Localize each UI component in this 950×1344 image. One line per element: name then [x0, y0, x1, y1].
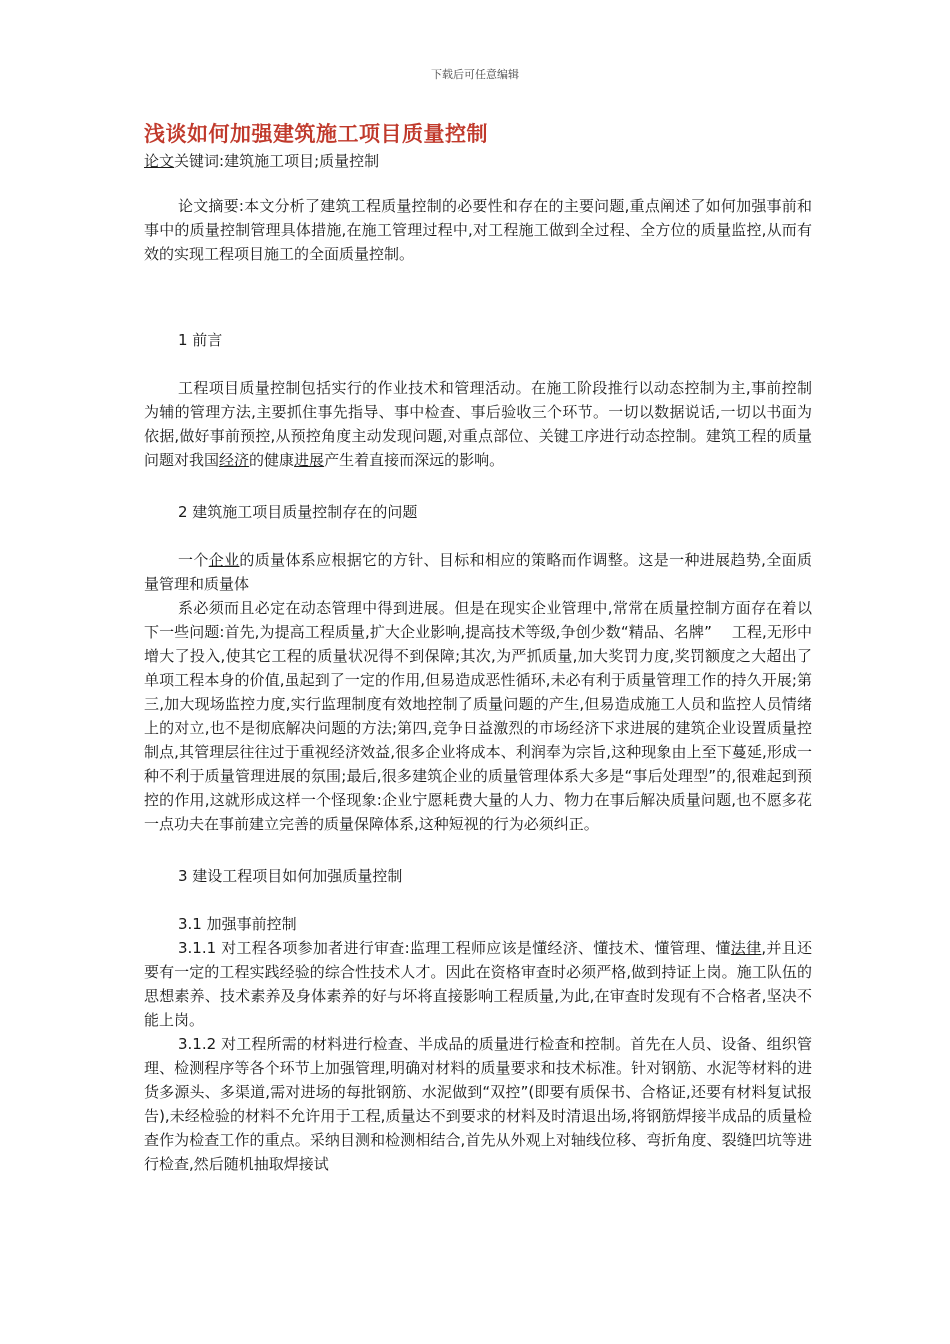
link-law[interactable]: 法律 — [730, 939, 762, 957]
keywords-link[interactable]: 论文 — [144, 152, 175, 170]
paragraph-3-1-1-text-a: 3.1.1 对工程各项参加者进行审查:监理工程师应该是懂经济、懂技术、懂管理、懂 — [178, 939, 731, 957]
section-2-paragraph-2: 系必须而且必定在动态管理中得到进展。但是在现实企业管理中,常常在质量控制方面存在着以下一些问题:首先,为提高工程质量,扩大企业影响,提高技术等级,争创少数“精品、名牌” 工程,无形中增大了投入,使其它工程的质量状况得不到保障;其次,为严抓质量,加大奖罚力度,奖罚额度之大超出了单项工程本身的价值,虽起到了一定的作用,但易造成恶性循环,未必有利于质量管理工作的持久开展;第三,加大现场监控力度,实行监理制度有效地控制了质量问题的产生,但易造成施工人员和监控人员情绪上的对立,也不是彻底解决问题的方法;第四,竞争日益激烈的市场经济下求进展的建筑企业设置质量控制点,其管理层往往过于重视经济效益,很多企业将成本、利润奉为宗旨,这种现象由上至下蔓延,形成一种不利于质量管理进展的氛围;最后,很多建筑企业的质量管理体系大多是“事后处理型”的,很难起到预控的作用,这就形成这样一个怪现象:企业宁愿耗费大量的人力、物力在事后解决质量问题,也不愿多花一点功夫在事前建立完善的质量保障体系,这种短视的行为必须纠正。 — [144, 599, 812, 833]
section-1-text-b: 的健康 — [249, 451, 295, 469]
keywords-text: 关键词:建筑施工项目;质量控制 — [174, 152, 380, 170]
section-3-heading: 3 建设工程项目如何加强质量控制 — [178, 867, 403, 885]
section-1-paragraph — [144, 376, 812, 472]
link-economy[interactable]: 经济 — [219, 451, 250, 469]
link-development[interactable]: 进展 — [294, 451, 325, 469]
section-2-text-b: 的质量体系应根据它的方针、目标和相应的策略而作调整。这是一种进展趋势,全面质量管理和质量体 — [144, 551, 812, 593]
section-2-text-a: 一个 — [178, 551, 209, 569]
keywords-line — [144, 150, 812, 172]
section-2-paragraph-1 — [144, 548, 812, 596]
section-2-heading: 2 建筑施工项目质量控制存在的问题 — [178, 503, 418, 521]
abstract-paragraph: 论文摘要:本文分析了建筑工程质量控制的必要性和存在的主要问题,重点阐述了如何加强事前和事中的质量控制管理具体措施,在施工管理过程中,对工程施工做到全过程、全方位的质量监控,从而有效的实现工程项目施工的全面质量控制。 — [144, 197, 812, 263]
page-title: 浅谈如何加强建筑施工项目质量控制 — [144, 121, 488, 146]
section-1-heading: 1 前言 — [178, 331, 223, 349]
header-note: 下载后可任意编辑 — [431, 68, 519, 81]
paragraph-3-1-2: 3.1.2 对工程所需的材料进行检查、半成品的质量进行检查和控制。首先在人员、设备、组织管理、检测程序等各个环节上加强管理,明确对材料的质量要求和技术标准。针对钢筋、水泥等材料的进货多源头、多渠道,需对进场的每批钢筋、水泥做到“双控”(即要有质保书、合格证,还要有材料复试报告),未经检验的材料不允许用于工程,质量达不到要求的材料及时清退出场,将钢筋焊接半成品的质量检查作为检查工作的重点。采纳目测和检测相结合,首先从外观上对轴线位移、弯折角度、裂缝凹坑等进行检查,然后随机抽取焊接试 — [144, 1035, 812, 1173]
document-body — [144, 118, 812, 1176]
section-1-text-a: 工程项目质量控制包括实行的作业技术和管理活动。在施工阶段推行以动态控制为主,事前控制为辅的管理方法,主要抓住事先指导、事中检查、事后验收三个环节。一切以数据说话,一切以书面为依据,做好事前预控,从预控角度主动发现问题,对重点部位、关键工序进行动态控制。建筑工程的质量问题对我国 — [144, 379, 812, 469]
paragraph-3-1-1-text-b: ,并且还要有一定的工程实践经验的综合性技术人才。因此在资格审查时必须严格,做到持证上岗。施工队伍的思想素养、技术素养及身体素养的好与坏将直接影响工程质量,为此,在审查时发现有不合格者,坚决不能上岗。 — [144, 939, 812, 1029]
link-enterprise[interactable]: 企业 — [208, 551, 240, 569]
section-1-text-c: 产生着直接而深远的影响。 — [324, 451, 505, 469]
subsection-3-1-heading: 3.1 加强事前控制 — [178, 915, 297, 933]
paragraph-3-1-1 — [144, 936, 812, 1032]
